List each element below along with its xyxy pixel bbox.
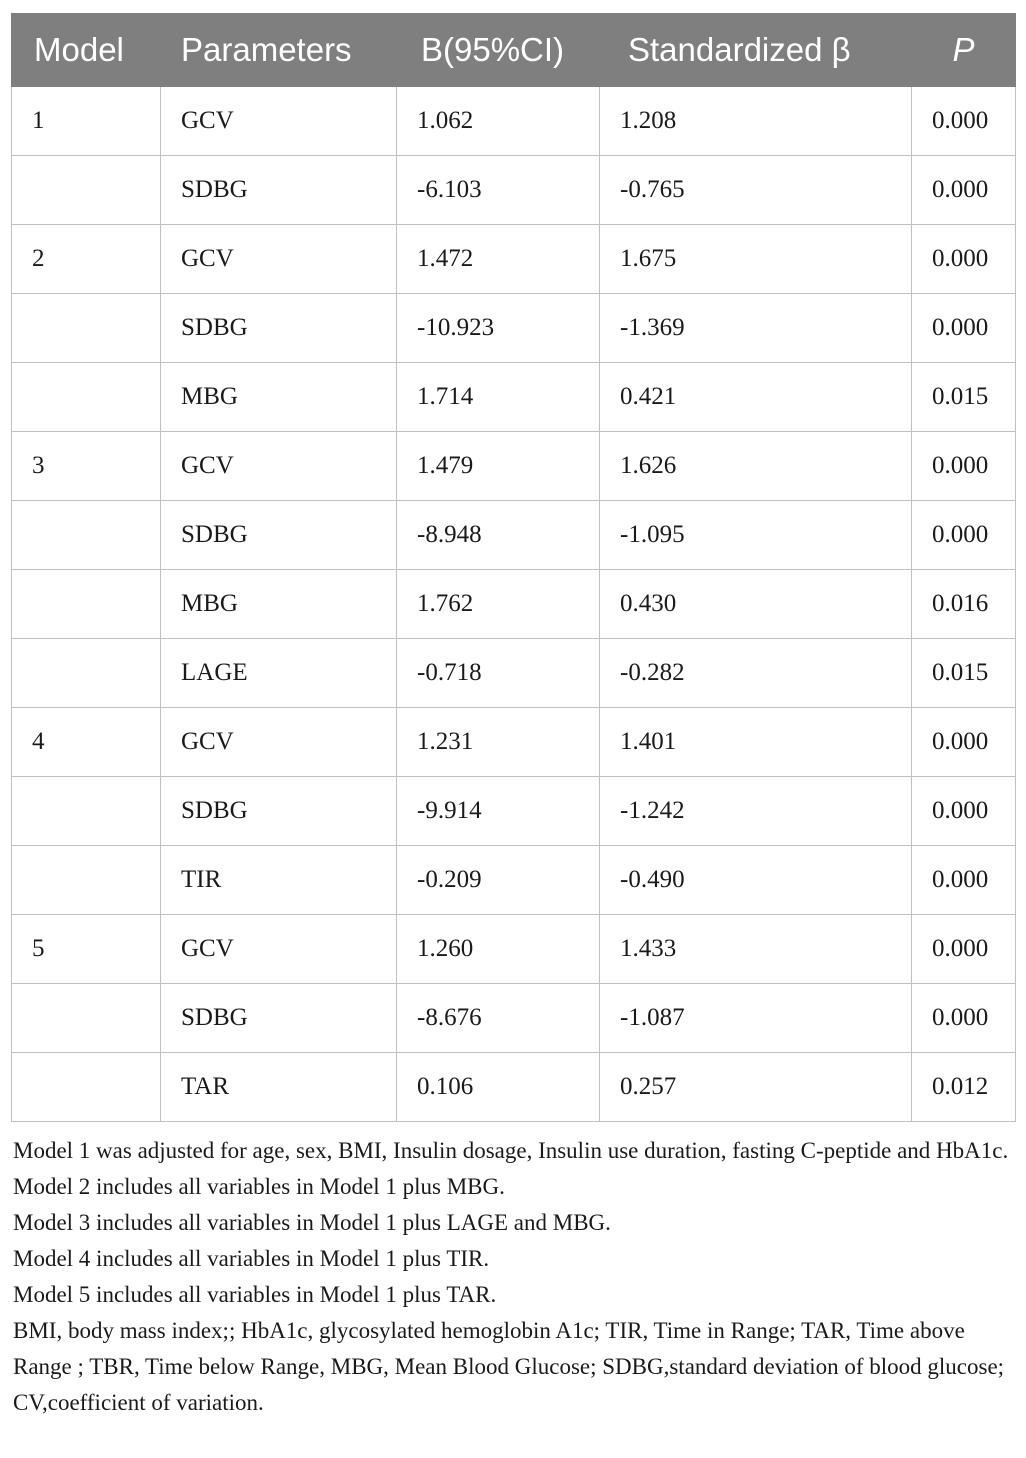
cell-p: 0.000	[912, 915, 1016, 984]
cell-b-95ci: 0.106	[397, 1053, 600, 1122]
cell-b-95ci: 1.479	[397, 432, 600, 501]
cell-b-95ci: 1.762	[397, 570, 600, 639]
cell-standardized-beta: 1.208	[600, 87, 912, 156]
cell-standardized-beta: -0.765	[600, 156, 912, 225]
cell-standardized-beta: 1.433	[600, 915, 912, 984]
cell-parameter: TIR	[161, 846, 397, 915]
table-row	[12, 501, 1016, 570]
table-row	[12, 984, 1016, 1053]
table-body	[12, 87, 1016, 1122]
cell-p: 0.000	[912, 87, 1016, 156]
cell-standardized-beta: 1.675	[600, 225, 912, 294]
cell-p: 0.016	[912, 570, 1016, 639]
table-row	[12, 708, 1016, 777]
cell-b-95ci: -0.209	[397, 846, 600, 915]
cell-b-95ci: -9.914	[397, 777, 600, 846]
cell-model	[12, 294, 161, 363]
cell-standardized-beta: -1.369	[600, 294, 912, 363]
cell-model: 5	[12, 915, 161, 984]
cell-model	[12, 501, 161, 570]
cell-b-95ci: 1.062	[397, 87, 600, 156]
cell-p: 0.015	[912, 639, 1016, 708]
cell-model	[12, 984, 161, 1053]
cell-p: 0.015	[912, 363, 1016, 432]
cell-model	[12, 846, 161, 915]
cell-parameter: GCV	[161, 432, 397, 501]
cell-parameter: SDBG	[161, 156, 397, 225]
cell-model	[12, 363, 161, 432]
cell-b-95ci: -10.923	[397, 294, 600, 363]
cell-model	[12, 570, 161, 639]
cell-standardized-beta: 1.401	[600, 708, 912, 777]
cell-standardized-beta: -1.095	[600, 501, 912, 570]
cell-b-95ci: -6.103	[397, 156, 600, 225]
cell-p: 0.000	[912, 984, 1016, 1053]
table-row	[12, 156, 1016, 225]
cell-standardized-beta: -0.282	[600, 639, 912, 708]
cell-p: 0.000	[912, 846, 1016, 915]
cell-standardized-beta: 0.430	[600, 570, 912, 639]
header-b-95ci: B(95%CI)	[397, 14, 600, 87]
cell-standardized-beta: 0.421	[600, 363, 912, 432]
cell-parameter: LAGE	[161, 639, 397, 708]
footnote: Model 3 includes all variables in Model 1 plus LAGE and MBG.	[13, 1210, 611, 1235]
table-row	[12, 363, 1016, 432]
cell-parameter: MBG	[161, 570, 397, 639]
cell-p: 0.000	[912, 432, 1016, 501]
cell-model: 3	[12, 432, 161, 501]
cell-p: 0.000	[912, 225, 1016, 294]
table-row	[12, 294, 1016, 363]
cell-model: 1	[12, 87, 161, 156]
table-header-row	[12, 14, 1016, 87]
footnote: Model 1 was adjusted for age, sex, BMI, Insulin dosage, Insulin use duration, fasting C-peptide and HbA1c.	[13, 1138, 1009, 1163]
footnote: Model 2 includes all variables in Model 1 plus MBG.	[13, 1174, 505, 1199]
cell-parameter: GCV	[161, 708, 397, 777]
cell-standardized-beta: -0.490	[600, 846, 912, 915]
cell-b-95ci: 1.231	[397, 708, 600, 777]
table-row	[12, 846, 1016, 915]
table-row	[12, 777, 1016, 846]
footnote: Model 5 includes all variables in Model 1 plus TAR.	[13, 1282, 497, 1307]
header-parameters: Parameters	[161, 14, 397, 87]
table-row	[12, 432, 1016, 501]
cell-standardized-beta: 1.626	[600, 432, 912, 501]
cell-parameter: SDBG	[161, 984, 397, 1053]
cell-parameter: SDBG	[161, 294, 397, 363]
cell-model	[12, 639, 161, 708]
cell-parameter: GCV	[161, 225, 397, 294]
table-row	[12, 1053, 1016, 1122]
table-row	[12, 639, 1016, 708]
footnote: BMI, body mass index;; HbA1c, glycosylated hemoglobin A1c; TIR, Time in Range; TAR, Time above Range ; TBR, Time below Range, MBG, Mean Blood Glucose; SDBG,standard deviation of blood glucose; CV,coefficient of variation.	[13, 1318, 1005, 1415]
results-table	[11, 13, 1016, 1122]
table-row	[12, 570, 1016, 639]
cell-model	[12, 156, 161, 225]
cell-p: 0.000	[912, 777, 1016, 846]
cell-standardized-beta: 0.257	[600, 1053, 912, 1122]
header-model: Model	[12, 14, 161, 87]
cell-p: 0.000	[912, 294, 1016, 363]
cell-b-95ci: 1.472	[397, 225, 600, 294]
cell-b-95ci: -8.676	[397, 984, 600, 1053]
cell-parameter: GCV	[161, 915, 397, 984]
cell-parameter: SDBG	[161, 501, 397, 570]
cell-model	[12, 1053, 161, 1122]
table-row	[12, 225, 1016, 294]
table-row	[12, 87, 1016, 156]
cell-p: 0.012	[912, 1053, 1016, 1122]
cell-parameter: MBG	[161, 363, 397, 432]
cell-b-95ci: -0.718	[397, 639, 600, 708]
cell-model	[12, 777, 161, 846]
footnote: Model 4 includes all variables in Model 1 plus TIR.	[13, 1246, 490, 1271]
cell-parameter: GCV	[161, 87, 397, 156]
cell-model: 4	[12, 708, 161, 777]
cell-parameter: SDBG	[161, 777, 397, 846]
table-row	[12, 915, 1016, 984]
cell-standardized-beta: -1.087	[600, 984, 912, 1053]
cell-standardized-beta: -1.242	[600, 777, 912, 846]
cell-p: 0.000	[912, 156, 1016, 225]
header-p: P	[912, 14, 1016, 87]
cell-b-95ci: -8.948	[397, 501, 600, 570]
cell-p: 0.000	[912, 501, 1016, 570]
cell-b-95ci: 1.260	[397, 915, 600, 984]
table-footnotes	[13, 1133, 1019, 1421]
cell-p: 0.000	[912, 708, 1016, 777]
header-standardized-beta: Standardized β	[600, 14, 912, 87]
cell-parameter: TAR	[161, 1053, 397, 1122]
cell-model: 2	[12, 225, 161, 294]
cell-b-95ci: 1.714	[397, 363, 600, 432]
